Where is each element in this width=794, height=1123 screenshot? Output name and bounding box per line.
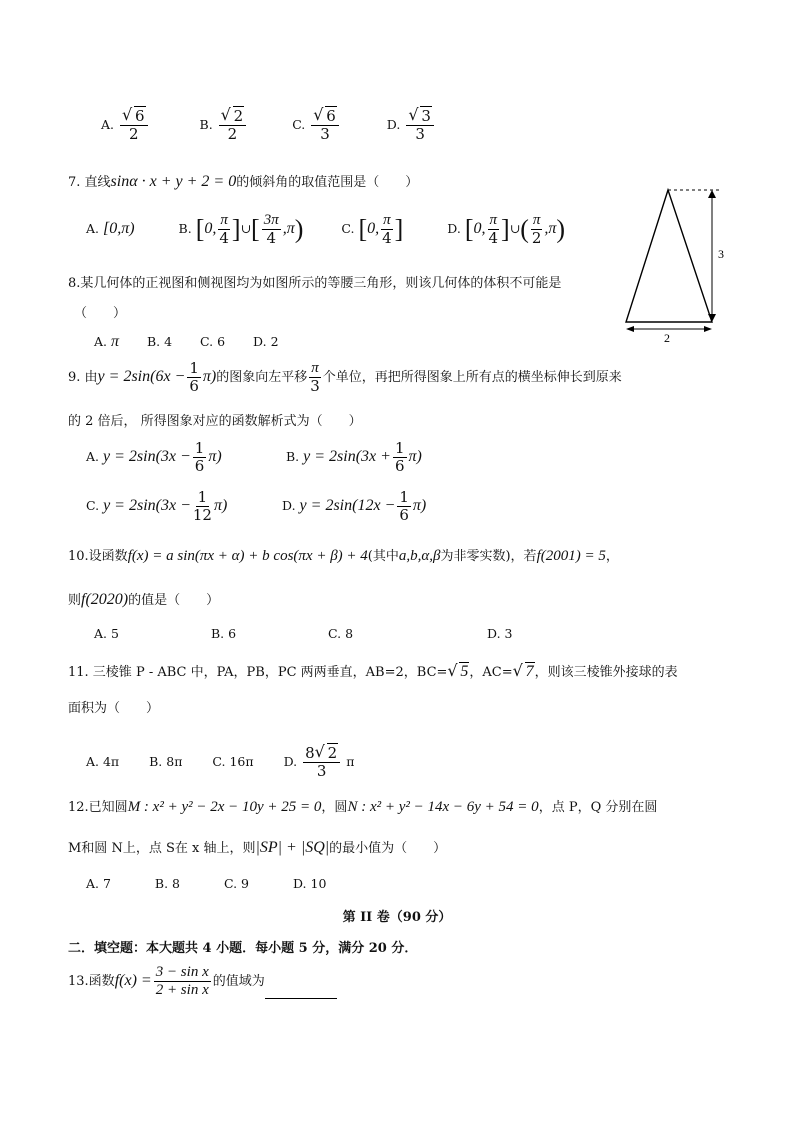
q6-option-a: A. √ $\frac{6}{2}$ [101,117,150,132]
q7-options [86,212,565,247]
q7-option-b: B. [0, $\frac{\pi}{4}$ ]∪[ $\frac{3\pi}{4}$ ,π) [178,212,304,247]
q9-option-b: B. y = 2sin(3x + $\frac{1}{6}$ π) [286,439,422,475]
q11-line2: 面积为（ ） [68,701,160,716]
q12-option-d: D. 10 [292,876,327,891]
q8-paren: （ ） [74,306,127,321]
q6-option-d: D. √ $\frac{3}{3}$ [387,117,436,132]
q12-option-b: B. 8 [154,876,180,891]
q11-option-d: D. $\frac{8√ 2}{3}$ π [284,754,355,769]
q10-option-a: A. 5 [94,626,119,641]
q7-stem: 7. 直线sinα · x + y + 2 = 0的倾斜角的取值范围是（ ） [68,173,419,190]
q8-option-b: B. 4 [146,334,173,349]
section-heading: 二．填空题：本大题共 4 小题．每小题 5 分，满分 20 分． [68,941,418,956]
q11-option-a: A. 4π [86,754,120,769]
q10-line2: 则f(2020)的值是（ ） [68,591,220,608]
q12-line2: M和圆 N上，点 S在 x 轴上，则|SP| + |SQ|的最小值为（ ） [68,839,447,856]
q12-stem: 12.已知圆M : x² + y² − 2x − 10y + 25 = 0，圆N : x² + y² − 14x − 6y + 54 = 0，点 P，Q 分别在圆 [68,799,658,815]
q11-stem: 11. 三棱锥 P - ABC 中，PA，PB，PC 两两垂直，AB=2，BC=√ 5，AC=√ 7，则该三棱锥外接球的表 [68,661,678,681]
q9-option-c: C. y = 2sin(3x − $\frac{1}{12}$ π) [86,488,228,524]
q9-option-a: A. y = 2sin(3x − $\frac{1}{6}$ π) [86,439,222,475]
q9-stem: 9. 由y = 2sin(6x − $\frac{1}{6}$ π)的图象向左平移 $\frac{\pi}{3}$ 个单位，再把所得图象上所有点的横坐标伸长到原来 [68,359,622,395]
q13-stem: 13.函数f(x) = $\frac{\text{3 − sin x}}{\text{2 + sin x}}$ 的值域为 [68,964,337,999]
part2-title: 第 II 卷（90 分） [342,910,452,925]
q12-options [86,876,326,891]
q9-line2: 的 2 倍后， 所得图象对应的函数解析式为（ ） [68,414,362,429]
q6-option-c: C. √ $\frac{6}{3}$ [292,117,341,132]
q7-option-c: C. [0, $\frac{\pi}{4}$ ] [341,212,404,247]
height-label: 3 [718,247,724,261]
q11-option-b: B. 8π [149,754,183,769]
base-label: 2 [664,331,670,345]
q8-option-c: C. 6 [200,334,226,349]
q8-stem: 8.某几何体的正视图和侧视图均为如图所示的等腰三角形，则该几何体的体积不可能是 [68,276,562,291]
q8-option-d: D. 2 [253,334,279,349]
q7-option-a: A. [0,π) [86,220,135,237]
q10-option-d: D. 3 [487,626,513,641]
q9-option-d: D. y = 2sin(12x − $\frac{1}{6}$ π) [282,488,427,524]
q8-option-a: A. π [94,333,120,350]
q11-option-c: C. 16π [212,754,254,769]
answer-blank[interactable] [265,986,337,999]
q10-option-b: B. 6 [211,626,237,641]
q12-option-c: C. 9 [223,876,249,891]
q7-option-d: D. [0, $\frac{\pi}{4}$ ]∪( $\frac{\pi}{2}$ ,π) [447,212,566,247]
q10-option-c: C. 8 [328,626,354,641]
q6-options [101,108,436,143]
q6-option-b: B. √ $\frac{2}{2}$ [200,117,249,132]
q10-stem: 10.设函数f(x) = a sin(πx + α) + b cos(πx + β) + 4(其中a,b,α,β为非零实数)，若f(2001) = 5， [68,548,619,564]
q8-options [94,333,279,351]
q11-options [86,745,354,780]
triangle-figure [618,186,734,346]
q12-option-a: A. 7 [86,876,111,891]
